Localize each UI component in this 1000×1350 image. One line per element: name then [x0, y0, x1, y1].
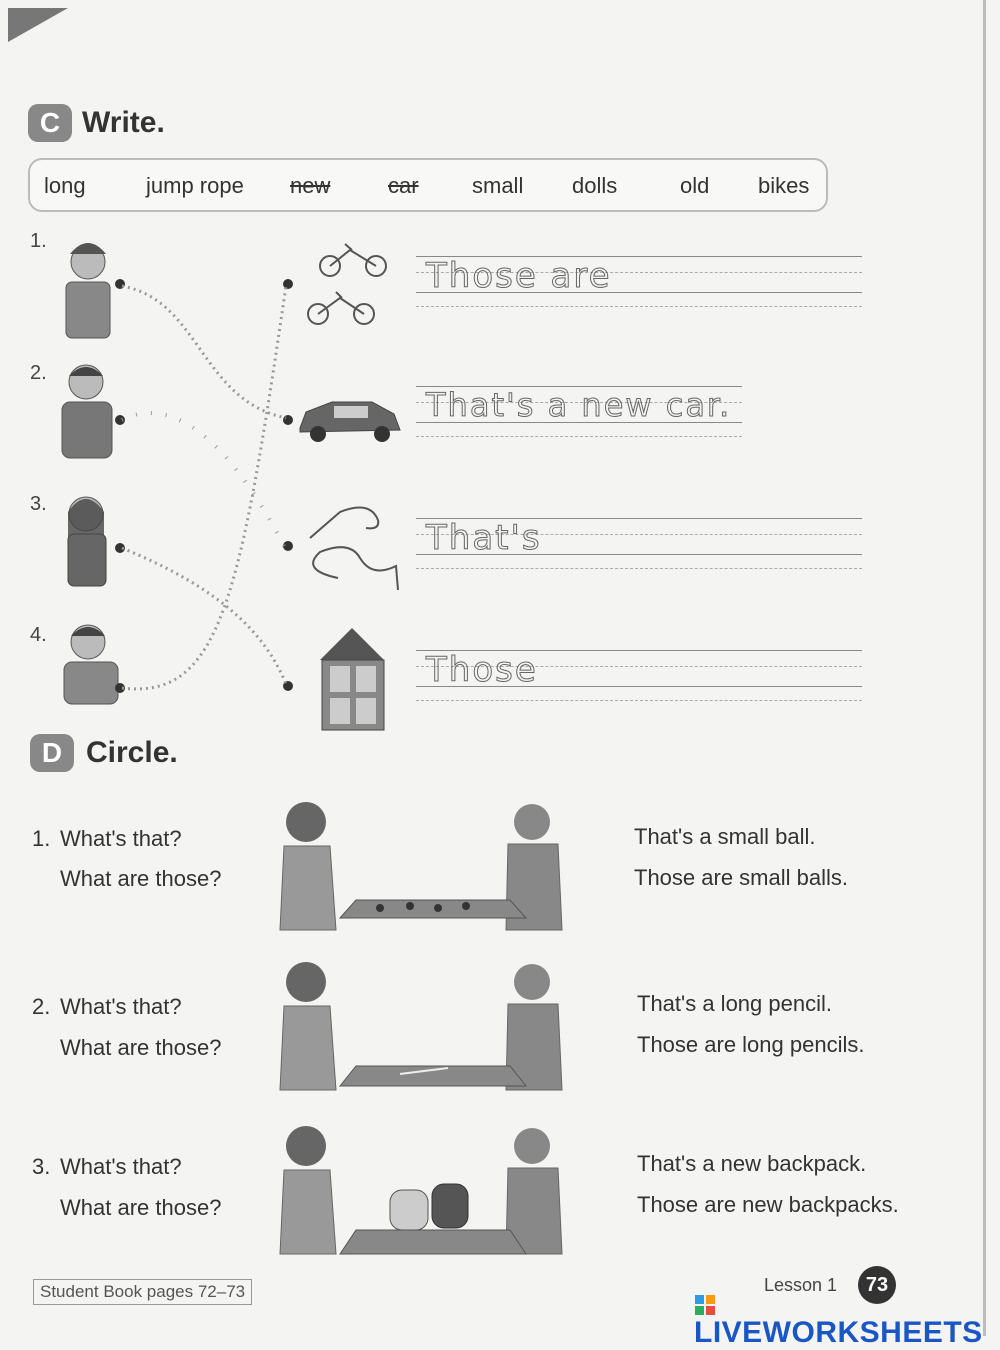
- child-4-figure: [64, 625, 118, 704]
- question-option[interactable]: What's that?: [60, 1154, 182, 1179]
- traced-sentence: Those: [426, 650, 538, 690]
- liveworksheets-icon: [694, 1294, 716, 1316]
- bikes-picture: [308, 244, 386, 324]
- traced-sentence: Those are: [426, 256, 612, 296]
- lesson-label: Lesson 1: [764, 1275, 838, 1295]
- item-number: 3.: [30, 493, 47, 515]
- item-number: 1.: [30, 230, 47, 252]
- circle-illustrations: [270, 790, 610, 1260]
- dolls-house-picture: [320, 628, 384, 730]
- item-number: 2.: [30, 362, 47, 384]
- word-bank-item-used: new: [290, 173, 331, 198]
- question-option[interactable]: What's that?: [60, 826, 182, 851]
- question-option[interactable]: What are those?: [60, 1035, 222, 1060]
- answer-option[interactable]: That's a new backpack.: [637, 1151, 867, 1176]
- word-bank-item: small: [472, 173, 524, 198]
- page-number: 73: [858, 1266, 896, 1304]
- circle-item-2-number: 2.: [32, 994, 51, 1019]
- matching-illustration: [0, 0, 420, 740]
- item-number: 4.: [30, 624, 47, 646]
- circle-item-1-number: 1.: [32, 826, 51, 851]
- word-bank-item: old: [680, 173, 710, 198]
- writing-lines-2[interactable]: [416, 386, 742, 438]
- word-bank-item: jump rope: [146, 173, 244, 198]
- jump-rope-picture: [310, 508, 398, 591]
- question-option[interactable]: What are those?: [60, 1195, 222, 1220]
- word-bank-item-used: car: [388, 173, 419, 198]
- liveworksheets-brand: LIVEWORKSHEETS: [694, 1316, 983, 1349]
- scene-small-balls: [280, 802, 562, 930]
- word-bank-item: bikes: [758, 173, 810, 198]
- liveworksheets-logo: [694, 1294, 1000, 1350]
- traced-sentence: That's a new car.: [426, 386, 732, 424]
- page-edge: [983, 0, 986, 1336]
- car-picture: [300, 402, 400, 442]
- scene-long-pencils: [280, 962, 562, 1090]
- child-1-figure: [66, 243, 110, 338]
- word-bank-item: dolls: [572, 173, 618, 198]
- traced-sentence: That's: [426, 518, 542, 558]
- circle-item-3-number: 3.: [32, 1154, 51, 1179]
- answer-option[interactable]: Those are small balls.: [634, 865, 848, 890]
- section-c-title: Write.: [82, 106, 165, 139]
- student-book-reference: Student Book pages 72–73: [33, 1279, 252, 1305]
- child-3-figure: [68, 497, 106, 586]
- scene-new-backpacks: [280, 1126, 562, 1254]
- word-bank-item: long: [44, 173, 86, 198]
- child-2-figure: [62, 365, 112, 458]
- writing-lines-3[interactable]: [416, 518, 862, 570]
- question-option[interactable]: What's that?: [60, 994, 182, 1019]
- writing-lines-4[interactable]: [416, 650, 862, 702]
- section-d-title: Circle.: [86, 736, 178, 769]
- writing-lines-1[interactable]: [416, 256, 862, 308]
- section-c-badge: C: [28, 104, 72, 142]
- section-d-badge: D: [30, 734, 74, 772]
- answer-option[interactable]: Those are new backpacks.: [637, 1192, 899, 1217]
- question-option[interactable]: What are those?: [60, 866, 222, 891]
- answer-option[interactable]: That's a long pencil.: [637, 991, 832, 1016]
- answer-option[interactable]: That's a small ball.: [634, 824, 816, 849]
- answer-option[interactable]: Those are long pencils.: [637, 1032, 865, 1057]
